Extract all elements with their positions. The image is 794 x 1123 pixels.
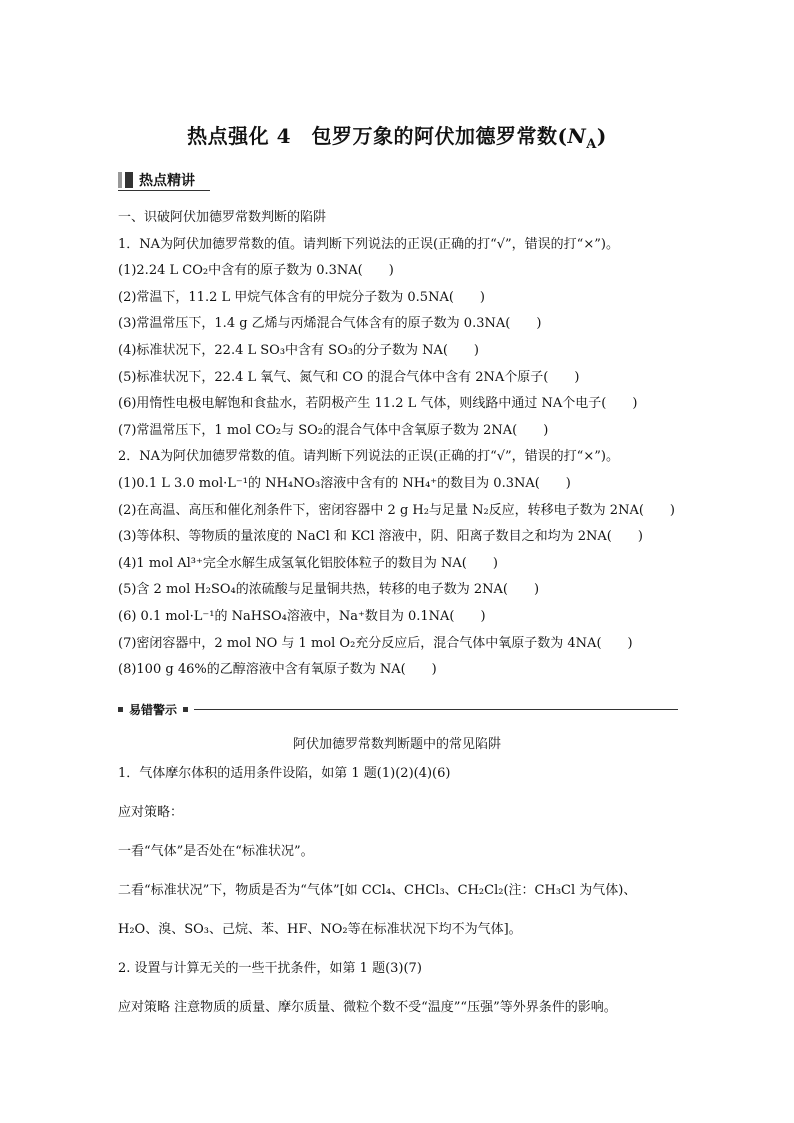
question-2-item: (4)1 mol Al³⁺完全水解生成氢氧化铝胶体粒子的数目为 NA( ) <box>118 555 498 571</box>
trap-line: 2. 设置与计算无关的一些干扰条件，如第 1 题(3)(7) <box>118 961 422 976</box>
question-2-item: (8)100 g 46%的乙醇溶液中含有氧原子数为 NA( ) <box>118 662 437 678</box>
section-label: 热点精讲 <box>139 173 195 189</box>
part-heading: 一、识破阿伏加德罗常数判断的陷阱 <box>118 210 327 225</box>
question-1-item: (7)常温常压下，1 mol CO₂与 SO₂的混合气体中含氧原子数为 2NA( ) <box>118 422 549 438</box>
question-2-item: (3)等体积、等物质的量浓度的 NaCl 和 KCl 溶液中，阴、阳离子数目之和均为 2NA( ) <box>118 529 643 545</box>
question-1-item: (2)常温下，11.2 L 甲烷气体含有的甲烷分子数为 0.5NA( ) <box>118 289 485 305</box>
trap-line: 一看“气体”是否处在“标准状况”。 <box>118 844 314 859</box>
question-2-item: (2)在高温、高压和催化剂条件下，密闭容器中 2 g H₂与足量 N₂反应，转移电子数为 2NA( ) <box>118 502 675 518</box>
warning-label: 易错警示 <box>129 702 178 717</box>
warning-divider <box>118 700 678 718</box>
section-underline <box>118 190 210 191</box>
question-2-item: (7)密闭容器中，2 mol NO 与 1 mol O₂充分反应后，混合气体中氧原子数为 4NA( ) <box>118 635 633 651</box>
trap-line: 应对策略： <box>118 805 184 820</box>
question-1-stem: 1．NA为阿伏加德罗常数的值。请判断下列说法的正误(正确的打“√”，错误的打“×”)。 <box>118 236 619 252</box>
question-2-stem: 2．NA为阿伏加德罗常数的值。请判断下列说法的正误(正确的打“√”，错误的打“×”)。 <box>118 449 619 465</box>
warning-rule <box>194 709 678 710</box>
trap-list <box>118 764 688 1037</box>
title-subscript: A <box>586 137 597 152</box>
trap-line: 应对策略 注意物质的质量、摩尔质量、微粒个数不受“温度”“压强”等外界条件的影响。 <box>118 1000 617 1015</box>
question-1-item: (1)2.24 L CO₂中含有的原子数为 0.3NA( ) <box>118 263 394 279</box>
trap-line: 二看“标准状况”下，物质是否为“气体”[如 CCl₄、CHCl₃、CH₂Cl₂(注：CH₃Cl 为气体)、 <box>118 883 637 898</box>
page-title <box>0 120 794 152</box>
title-close: ) <box>596 124 607 148</box>
warning-dot-icon <box>183 707 188 712</box>
question-block <box>118 205 688 684</box>
trap-line: H₂O、溴、SO₃、己烷、苯、HF、NO₂等在标准状况下均不为气体]。 <box>118 922 522 937</box>
section-header <box>118 170 195 190</box>
question-1-item: (3)常温常压下，1.4 g 乙烯与丙烯混合气体含有的原子数为 0.3NA( ) <box>118 316 542 332</box>
trap-line: 1．气体摩尔体积的适用条件设陷，如第 1 题(1)(2)(4)(6) <box>118 766 451 781</box>
question-1-item: (6)用惰性电极电解饱和食盐水，若阴极产生 11.2 L 气体，则线路中通过 NA个电子( ) <box>118 396 638 412</box>
warning-dot-icon <box>118 707 123 712</box>
question-2-item: (5)含 2 mol H₂SO₄的浓硫酸与足量铜共热，转移的电子数为 2NA( ) <box>118 582 540 598</box>
question-1-item: (4)标准状况下，22.4 L SO₃中含有 SO₃的分子数为 NA( ) <box>118 342 479 358</box>
question-2-item: (1)0.1 L 3.0 mol·L⁻¹的 NH₄NO₃溶液中含有的 NH₄⁺的数目为 0.3NA( ) <box>118 475 571 491</box>
section-marker-icon <box>118 172 133 188</box>
question-1-item: (5)标准状况下，22.4 L 氧气、氮气和 CO 的混合气体中含有 2NA个原子( ) <box>118 369 580 385</box>
warning-title: 阿伏加德罗常数判断题中的常见陷阱 <box>292 737 501 752</box>
question-2-item: (6) 0.1 mol·L⁻¹的 NaHSO₄溶液中，Na⁺数目为 0.1NA( ) <box>118 608 486 624</box>
title-symbol: N <box>567 124 587 148</box>
title-text: 热点强化 4 包罗万象的阿伏加德罗常数( <box>187 124 568 148</box>
